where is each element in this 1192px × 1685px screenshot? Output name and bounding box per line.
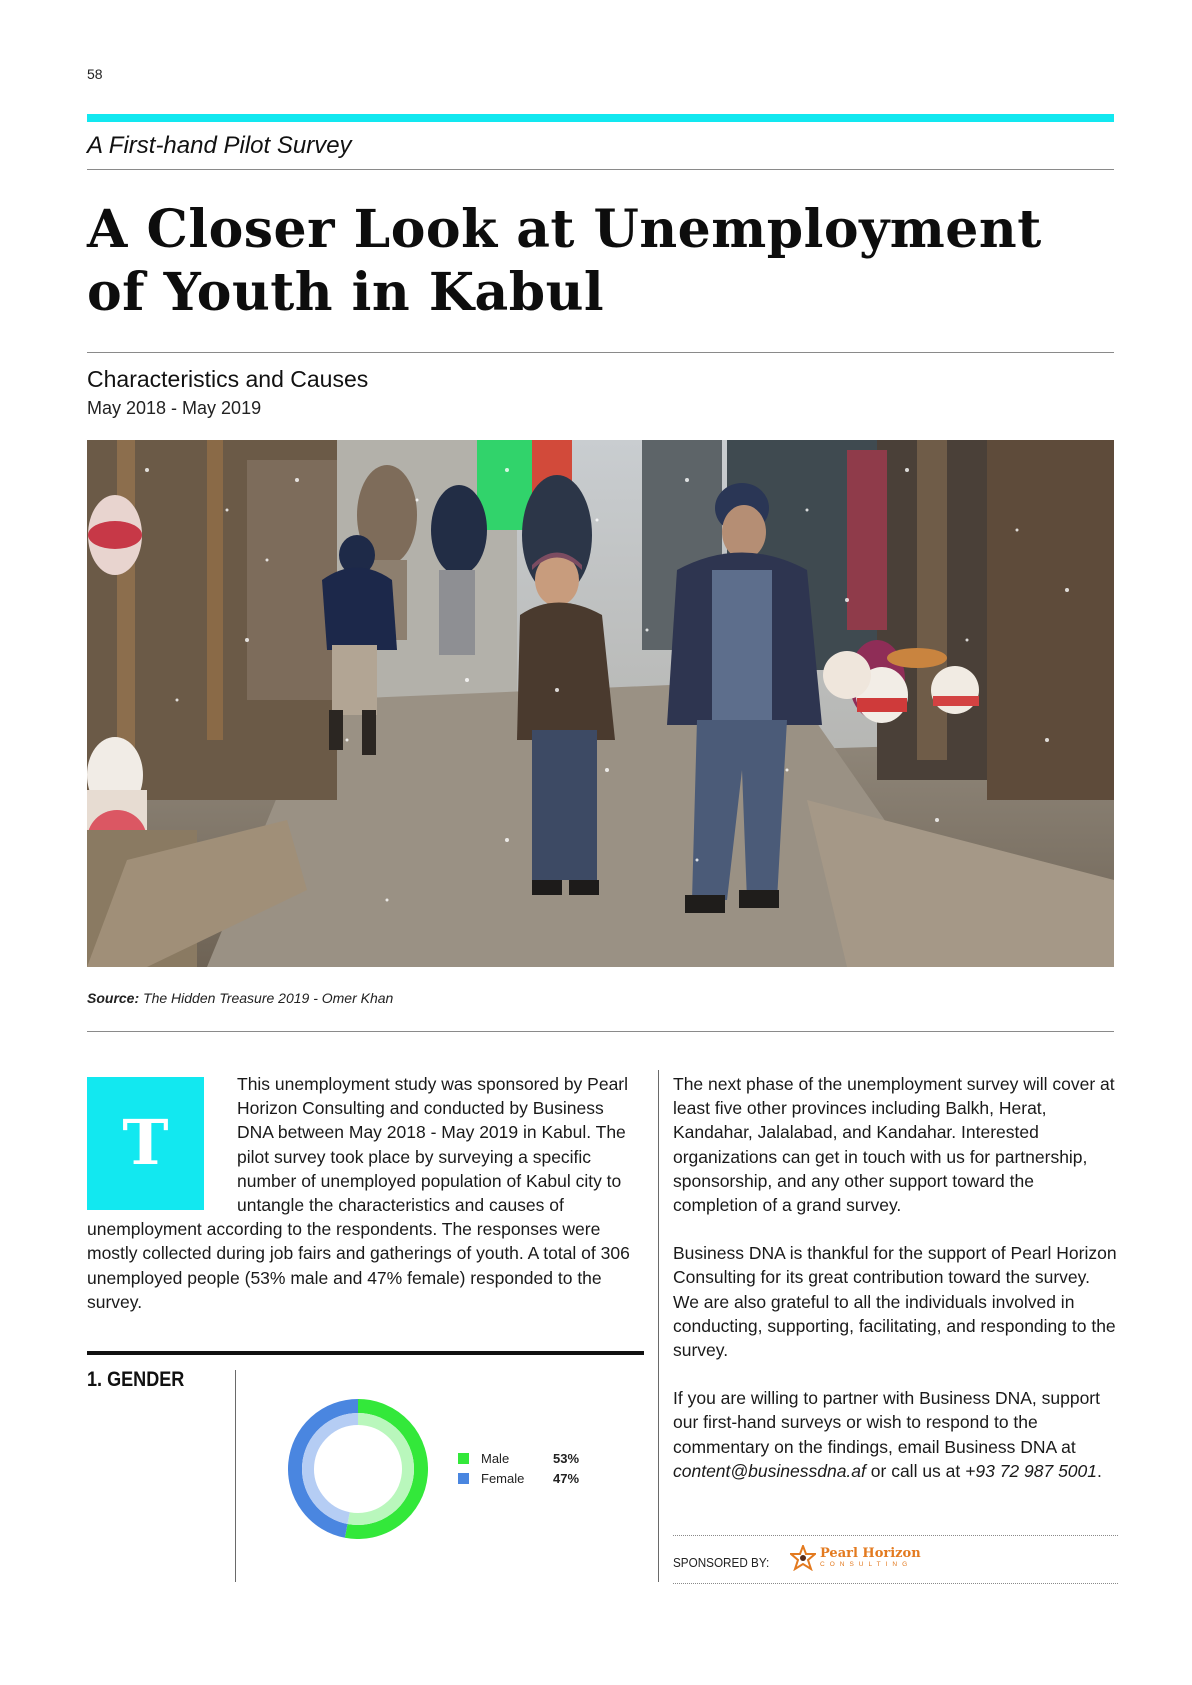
donut-inner-slice-male bbox=[349, 1419, 408, 1519]
sponsor-tagline: CONSULTING bbox=[820, 1560, 913, 1568]
caption-divider bbox=[87, 1031, 1114, 1032]
caption-source-label: Source: bbox=[87, 990, 140, 1006]
pearl-horizon-logo bbox=[790, 1545, 921, 1571]
contact-end: . bbox=[1097, 1460, 1102, 1481]
title-divider bbox=[87, 352, 1114, 353]
gender-section-rule bbox=[87, 1351, 644, 1355]
legend-swatch-male bbox=[458, 1453, 469, 1464]
next-phase-paragraph: The next phase of the unemployment survey will cover at least five other provinces including Balkh, Herat, Kandahar, Jalalabad, and Kandahar. Interested organizations can get in touch with us for partnership, sponsorship, and any other support toward the completion of a grand survey. bbox=[673, 1074, 1115, 1216]
intro-paragraph bbox=[87, 1072, 631, 1314]
right-column bbox=[673, 1072, 1118, 1507]
header-divider bbox=[87, 169, 1114, 170]
contact-paragraph bbox=[673, 1386, 1118, 1483]
thanks-paragraph: Business DNA is thankful for the support of Pearl Horizon Consulting for its great contribution toward the survey. We are also grateful to all the individuals involved in conducting, supporting, facilitating, and responding to the survey. bbox=[673, 1243, 1117, 1361]
sponsored-by-label: SPONSORED BY: bbox=[673, 1555, 770, 1570]
street-scene-photo bbox=[87, 440, 1114, 967]
legend-value-male: 53% bbox=[553, 1450, 580, 1466]
gender-heading: 1. GENDER bbox=[87, 1368, 185, 1391]
drop-cap: T bbox=[87, 1077, 204, 1210]
legend-item-female bbox=[458, 1468, 598, 1488]
legend-item-male bbox=[458, 1448, 598, 1468]
subtitle: Characteristics and Causes bbox=[87, 366, 369, 392]
page-number: 58 bbox=[87, 66, 103, 82]
header-accent-bar bbox=[87, 114, 1114, 122]
contact-phone[interactable]: +93 72 987 5001 bbox=[965, 1460, 1098, 1481]
sponsor-top-rule bbox=[673, 1535, 1118, 1536]
legend-label-male: Male bbox=[481, 1450, 510, 1466]
donut-inner-slice-female bbox=[308, 1419, 358, 1518]
column-divider bbox=[658, 1070, 659, 1582]
gender-section-divider bbox=[235, 1370, 236, 1582]
intro-column bbox=[87, 1072, 631, 1314]
sponsor-bottom-rule bbox=[673, 1583, 1118, 1584]
legend-value-female: 47% bbox=[553, 1470, 580, 1486]
sponsor-name: Pearl Horizon bbox=[820, 1545, 921, 1561]
photo-caption bbox=[87, 990, 393, 1006]
date-range: May 2018 - May 2019 bbox=[87, 398, 262, 418]
pearl-horizon-star-icon bbox=[790, 1545, 816, 1571]
contact-mid: or call us at bbox=[870, 1460, 961, 1481]
contact-email[interactable]: content@businessdna.af bbox=[673, 1460, 866, 1481]
page-title: A Closer Look at Unemployment of Youth in Kabul bbox=[87, 199, 1042, 323]
legend-swatch-female bbox=[458, 1473, 469, 1484]
gender-legend bbox=[458, 1448, 598, 1488]
intro-text: This unemployment study was sponsored by Pearl Horizon Consulting and conducted by Business DNA between May 2018 - May 2019 in Kabul. The pilot survey took place by surveying a specific number of unemployed population of Kabul city to untangle the characteristics and causes of unemployment according to the respondents. The responses were mostly collected during job fairs and gatherings of youth. A total of 306 unemployed people (53% male and 47% female) responded to the survey. bbox=[87, 1074, 630, 1312]
contact-lead: If you are willing to partner with Business DNA, support our first-hand surveys or wish to respond to the commentary on the findings, email Business DNA at bbox=[673, 1388, 1100, 1457]
section-label: A First-hand Pilot Survey bbox=[87, 132, 352, 159]
gender-donut-chart bbox=[288, 1399, 428, 1544]
legend-label-female: Female bbox=[481, 1470, 525, 1486]
caption-source-text: The Hidden Treasure 2019 - Omer Khan bbox=[143, 990, 394, 1006]
